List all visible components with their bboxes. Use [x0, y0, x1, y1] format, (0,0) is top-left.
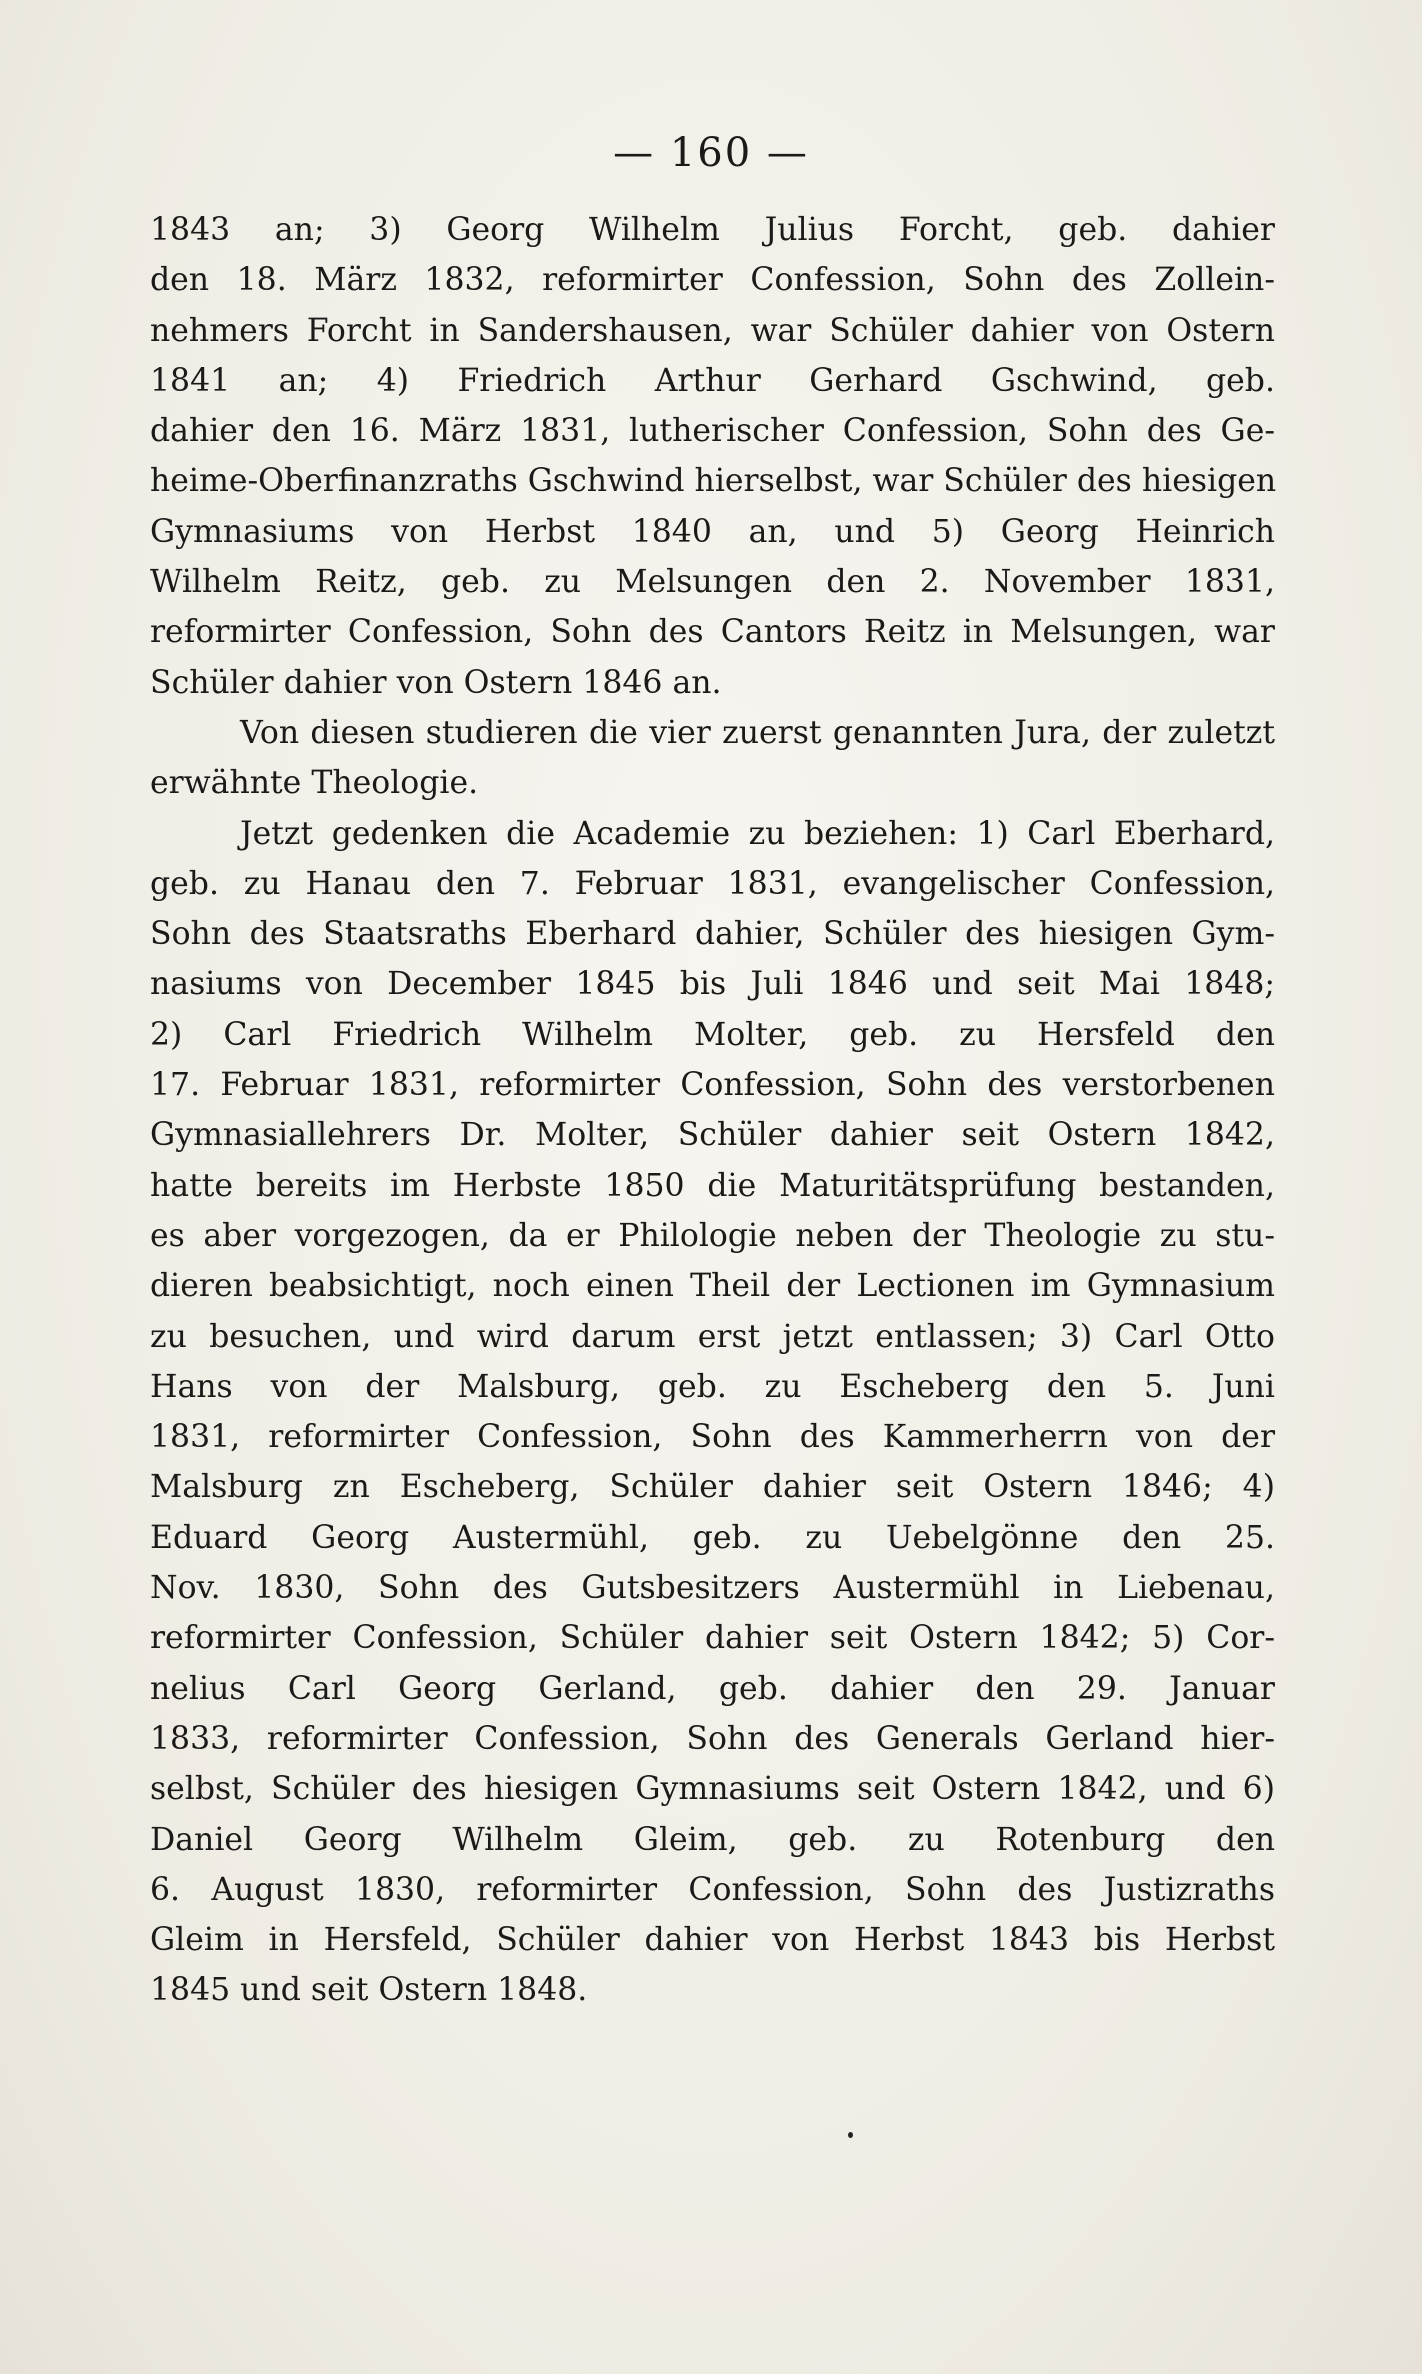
text-line: Sohn des Staatsraths Eberhard dahier, Schüler des hiesigen Gym-: [150, 916, 1275, 953]
text-line: reformirter Confession, Sohn des Cantors Reitz in Melsungen, war: [150, 614, 1275, 651]
text-line: Nov. 1830, Sohn des Gutsbesitzers Austermühl in Liebenau,: [150, 1570, 1275, 1607]
text-line: Schüler dahier von Ostern 1846 an.: [150, 664, 722, 701]
text-line: hatte bereits im Herbste 1850 die Maturitätsprüfung bestanden,: [150, 1167, 1275, 1204]
page-number-header: — 160 —: [613, 130, 809, 176]
text-line: Malsburg zn Escheberg, Schüler dahier seit Ostern 1846; 4): [150, 1469, 1275, 1506]
text-line: zu besuchen, und wird darum erst jetzt entlassen; 3) Carl Otto: [150, 1318, 1275, 1355]
text-line: 1845 und seit Ostern 1848.: [150, 1972, 588, 2009]
text-line: dieren beabsichtigt, noch einen Theil der Lectionen im Gymnasium: [150, 1268, 1275, 1305]
text-line: Eduard Georg Austermühl, geb. zu Uebelgönne den 25.: [150, 1519, 1275, 1556]
body-text: [150, 205, 1275, 2016]
text-line: es aber vorgezogen, da er Philologie neben der Theologie zu stu-: [150, 1217, 1275, 1254]
ink-mark-icon: [848, 2132, 853, 2138]
text-line: Hans von der Malsburg, geb. zu Escheberg den 5. Juni: [150, 1368, 1275, 1405]
text-line: nelius Carl Georg Gerland, geb. dahier den 29. Januar: [150, 1670, 1275, 1707]
text-line: 1831, reformirter Confession, Sohn des Kammerherrn von der: [150, 1419, 1275, 1456]
text-line: Von diesen studieren die vier zuerst genannten Jura, der zuletzt: [240, 714, 1275, 751]
text-line: Gymnasiums von Herbst 1840 an, und 5) Georg Heinrich: [150, 513, 1275, 550]
text-line: Gleim in Hersfeld, Schüler dahier von Herbst 1843 bis Herbst: [150, 1922, 1275, 1959]
text-line: Gymnasiallehrers Dr. Molter, Schüler dahier seit Ostern 1842,: [150, 1117, 1275, 1154]
text-line: heime-Oberfinanzraths Gschwind hierselbst, war Schüler des hiesigen: [150, 463, 1277, 500]
text-line: selbst, Schüler des hiesigen Gymnasiums seit Ostern 1842, und 6): [150, 1771, 1275, 1808]
text-line: Wilhelm Reitz, geb. zu Melsungen den 2. November 1831,: [150, 564, 1275, 601]
text-line: 1833, reformirter Confession, Sohn des Generals Gerland hier-: [150, 1720, 1275, 1757]
text-line: Daniel Georg Wilhelm Gleim, geb. zu Rotenburg den: [150, 1821, 1275, 1858]
text-line: 2) Carl Friedrich Wilhelm Molter, geb. zu Hersfeld den: [150, 1016, 1275, 1053]
text-line: nehmers Forcht in Sandershausen, war Schüler dahier von Ostern: [150, 312, 1275, 349]
text-line: geb. zu Hanau den 7. Februar 1831, evangelischer Confession,: [150, 865, 1275, 902]
text-line: erwähnte Theologie.: [150, 765, 479, 802]
text-line: 1843 an; 3) Georg Wilhelm Julius Forcht, geb. dahier: [150, 212, 1275, 248]
text-line: 6. August 1830, reformirter Confession, Sohn des Justizraths: [150, 1871, 1275, 1908]
text-line: Jetzt gedenken die Academie zu beziehen: 1) Carl Eberhard,: [240, 815, 1275, 852]
text-line: nasiums von December 1845 bis Juli 1846 und seit Mai 1848;: [150, 966, 1275, 1003]
text-line: reformirter Confession, Schüler dahier seit Ostern 1842; 5) Cor-: [150, 1620, 1275, 1657]
text-line: den 18. März 1832, reformirter Confession, Sohn des Zollein-: [150, 262, 1275, 299]
text-line: 1841 an; 4) Friedrich Arthur Gerhard Gschwind, geb.: [150, 362, 1275, 399]
text-line: 17. Februar 1831, reformirter Confession, Sohn des verstorbenen: [150, 1067, 1275, 1104]
text-line: dahier den 16. März 1831, lutherischer Confession, Sohn des Ge-: [150, 413, 1275, 450]
